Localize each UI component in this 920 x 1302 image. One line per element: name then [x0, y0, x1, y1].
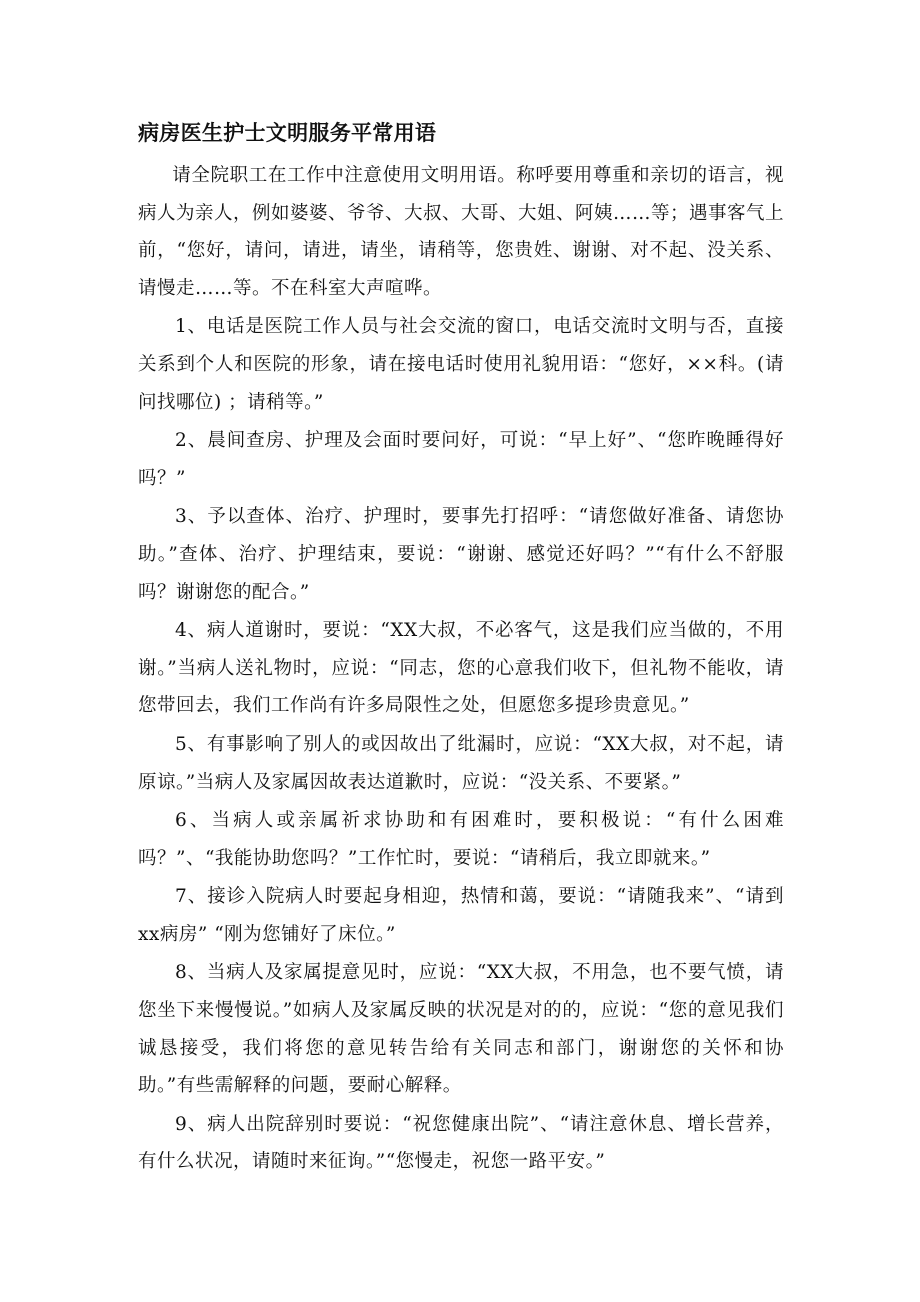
guideline-item-6: 6、当病人或亲属祈求协助和有困难时，要积极说：“有什么困难吗？”、“我能协助您吗？”工作忙时，要说：“请稍后，我立即就来。” [138, 810, 784, 869]
guideline-item-9: 9、病人出院辞别时要说：“祝您健康出院”、“请注意休息、增长营养，有什么状况，请随时来征询。”“您慢走，祝您一路平安。” [138, 1113, 784, 1173]
guideline-item-1: 1、电话是医院工作人员与社会交流的窗口，电话交流时文明与否，直接关系到个人和医院的形象，请在接电话时使用礼貌用语：“您好，××科。(请问找哪位) ；请稍等。” [138, 316, 784, 413]
guideline-item-7: 7、接诊入院病人时要起身相迎，热情和蔼，要说：“请随我来”、“请到xx病房” “刚为您铺好了床位。” [138, 886, 784, 945]
guideline-item-3: 3、予以查体、治疗、护理时，要事先打招呼：“请您做好准备、请您协助。”查体、治疗、护理结束，要说：“谢谢、感觉还好吗？”“有什么不舒服吗？谢谢您的配合。” [138, 506, 784, 603]
document-title: 病房医生护士文明服务平常用语 [138, 121, 437, 145]
guideline-item-8: 8、当病人及家属提意见时，应说：“XX大叔，不用急，也不要气愤，请您坐下来慢慢说。”如病人及家属反映的状况是对的的，应说：“您的意见我们诚恳接受，我们将您的意见转告给有关同志和部门，谢谢您的关怀和协助。”有些需解释的问题，要耐心解释。 [138, 962, 784, 1097]
guideline-item-4: 4、病人道谢时，要说：“XX大叔，不必客气，这是我们应当做的，不用谢。”当病人送礼物时，应说：“同志，您的心意我们收下，但礼物不能收，请您带回去，我们工作尚有许多局限性之处，但愿您多提珍贵意见。” [138, 620, 784, 717]
guideline-item-2: 2、晨间查房、护理及会面时要问好，可说：“早上好”、“您昨晚睡得好吗？” [138, 430, 784, 489]
intro-paragraph: 请全院职工在工作中注意使用文明用语。称呼要用尊重和亲切的语言，视病人为亲人，例如婆婆、爷爷、大叔、大哥、大姐、阿姨……等；遇事客气上前，“您好，请问，请进，请坐，请稍等，您贵姓、谢谢、对不起、没关系、请慢走……等。不在科室大声喧哗。 [138, 165, 785, 299]
document-page [138, 118, 784, 1182]
guideline-item-5: 5、有事影响了别人的或因故出了纰漏时，应说：“XX大叔，对不起，请原谅。”当病人及家属因故表达道歉时，应说：“没关系、不要紧。” [138, 733, 784, 793]
